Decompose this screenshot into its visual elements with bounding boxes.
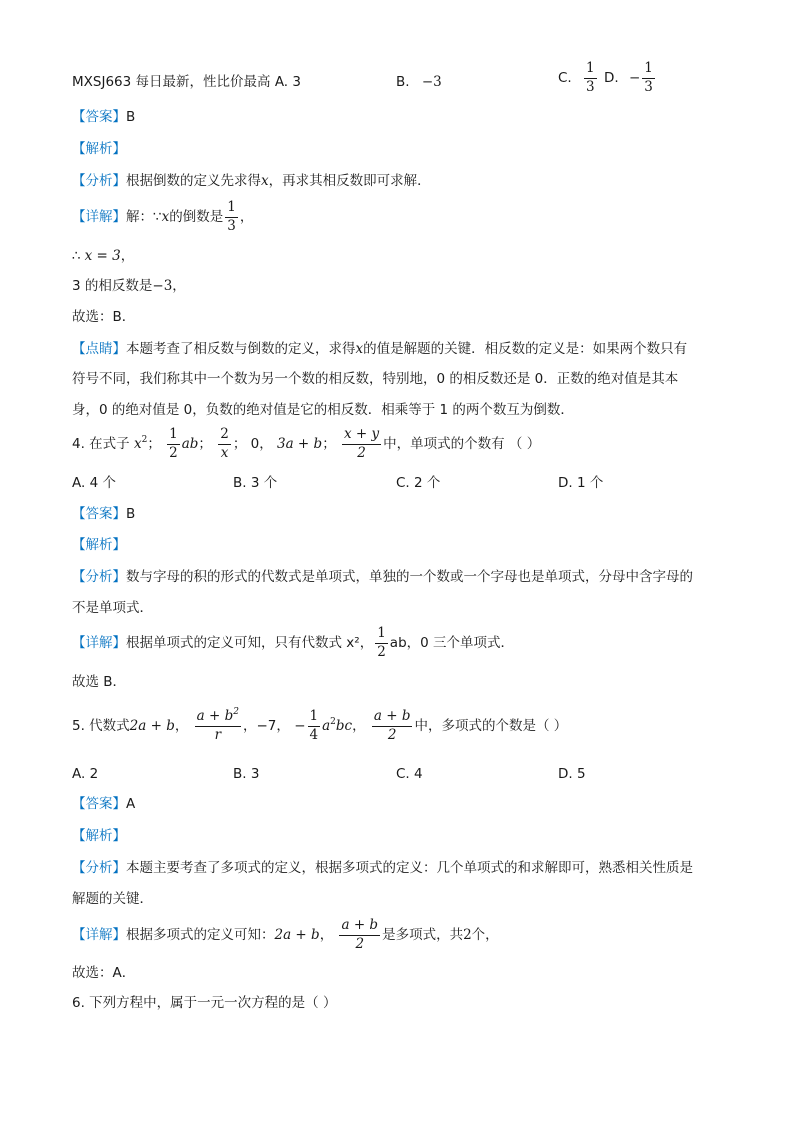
q3-option-a: A. 3 [274, 74, 301, 90]
q3-option-a-prefix: MXSJ663 每日最新，性比价最高 [72, 74, 271, 90]
q4-fenxi-line1: 【分析】数与字母的积的形式的代数式是单项式，单独的一个数或一个字母也是单项式，分母中含字母的 [72, 569, 693, 585]
q6-stem: 6. 下列方程中，属于一元一次方程的是（ ） [72, 995, 337, 1011]
q5-option-b: B. 3 [233, 766, 260, 782]
q5-option-a: A. 2 [72, 766, 99, 782]
q3-analysis-tag: 【解析】 [72, 141, 126, 157]
q4-analysis-tag: 【解析】 [72, 537, 126, 553]
q3-opposite: 3 的相反数是−3， [72, 278, 186, 294]
q5-option-c: C. 4 [396, 766, 423, 782]
q4-select: 故选 B． [72, 674, 127, 690]
q4-option-c: C. 2 个 [396, 475, 441, 491]
q3-note-line2: 符号不同，我们称其中一个数为另一个数的相反数，特别地，0 的相反数还是 0．正数的绝对值是其本 [72, 371, 679, 387]
q3-detail: 【详解】解：∵x的倒数是 $\frac{1}{3}$ ， [72, 199, 254, 234]
q3-answer: 【答案】B [72, 109, 136, 125]
q3-option-b: B. −3 [396, 74, 442, 90]
q3-note-line3: 身，0 的绝对值是 0，负数的绝对值是它的相反数．相乘等于 1 的两个数互为倒数． [72, 402, 574, 418]
q3-option-d: D. − $\frac{1}{3}$ [604, 60, 653, 95]
q3-select: 故选：B． [72, 309, 136, 325]
q5-option-d: D. 5 [558, 766, 586, 782]
q5-analysis-tag: 【解析】 [72, 828, 126, 844]
q4-option-a: A. 4 个 [72, 475, 116, 491]
q3-options [72, 73, 301, 91]
q5-fenxi-line1: 【分析】本题主要考查了多项式的定义，根据多项式的定义：几个单项式的和求解即可，熟悉相关性质是 [72, 860, 693, 876]
q5-fenxi-line2: 解题的关键． [72, 891, 153, 907]
q3-option-c: C. $\frac{1}{3}$ [558, 60, 595, 95]
q3-fenxi: 【分析】根据倒数的定义先求得x，再求其相反数即可求解． [72, 173, 431, 189]
q5-detail: 【详解】根据多项式的定义可知：2a + b， $\frac{a + b}{2}$ 是多项式，共2个， [72, 917, 499, 952]
q4-fenxi-line2: 不是单项式． [72, 600, 153, 616]
q5-stem: 5. 代数式2a + b， $\frac{a + b^2}{r}$ ，−7， − $\frac{1}{4}$ $a^2bc$， $\frac{a + b}{2}$ 中，多项式的个数是（ ） [72, 707, 568, 743]
q4-detail: 【详解】根据单项式的定义可知，只有代数式 x²， $\frac{1}{2}$ ab，0 三个单项式． [72, 625, 515, 660]
q3-note-line1: 【点睛】本题考查了相反数与倒数的定义，求得x的值是解题的关键．相反数的定义是：如果两个数只有 [72, 341, 688, 357]
q4-option-d: D. 1 个 [558, 475, 604, 491]
q3-x-equals: ∴ x = 3， [72, 248, 135, 264]
q4-stem: 4. 在式子 $x^2$； $\frac{1}{2}$ ab； $\frac{2}{x}$ ； 0， 3a + b； $\frac{x + y}{2}$ 中，单项式的个数有 （ ） [72, 426, 541, 461]
q5-select: 故选：A． [72, 965, 136, 981]
q5-answer: 【答案】A [72, 796, 136, 812]
q4-answer: 【答案】B [72, 506, 136, 522]
q4-option-b: B. 3 个 [233, 475, 278, 491]
